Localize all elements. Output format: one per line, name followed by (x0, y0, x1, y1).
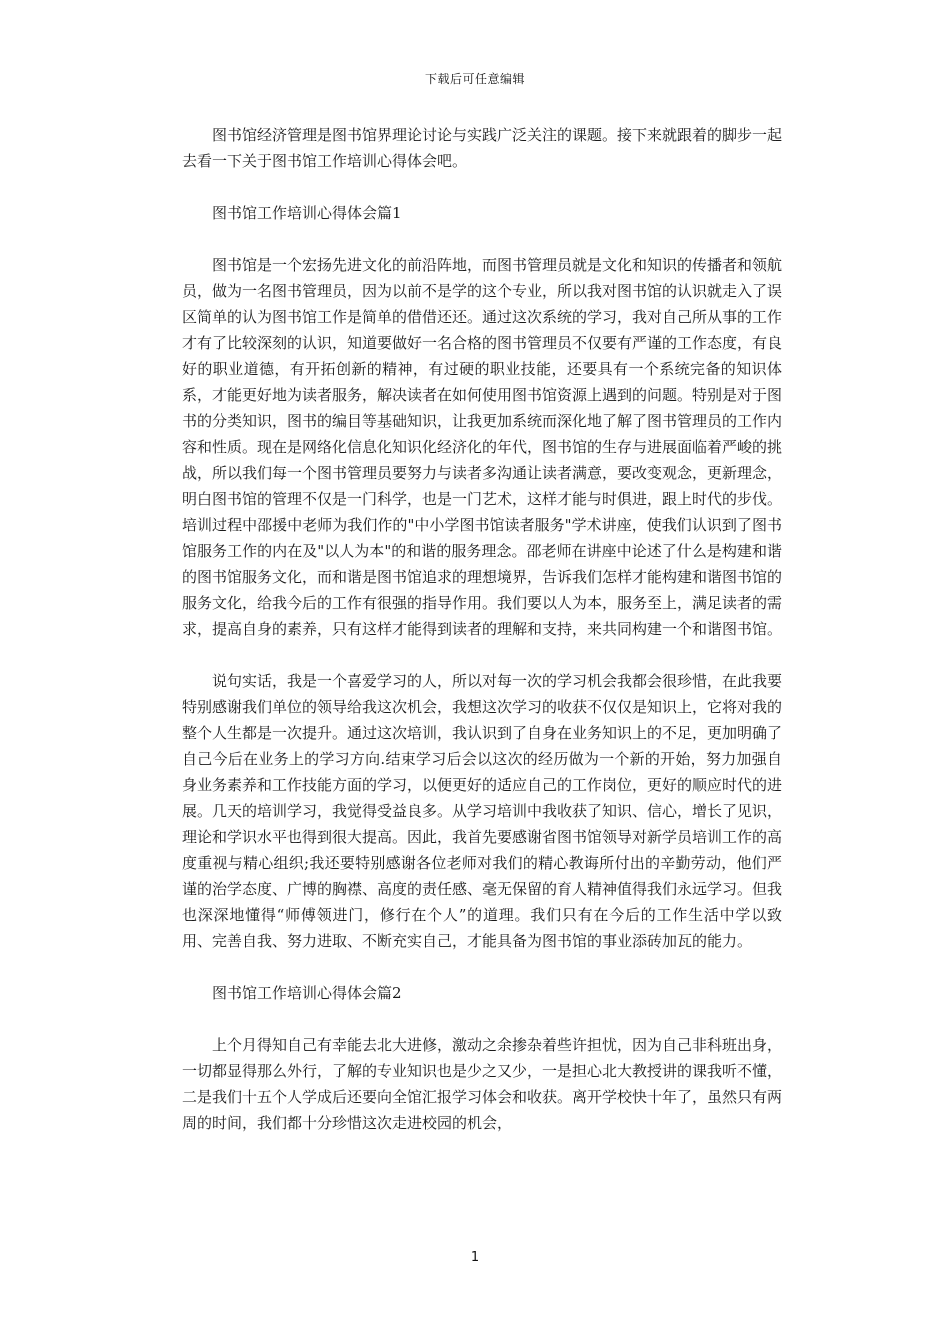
intro-paragraph: 图书馆经济管理是图书馆界理论讨论与实践广泛关注的课题。接下来就跟着的脚步一起去看一下关于图书馆工作培训心得体会吧。 (182, 126, 783, 170)
section-title-2: 图书馆工作培训心得体会篇2 (212, 984, 402, 1002)
spacer (182, 954, 782, 980)
spacer (182, 174, 782, 200)
spacer (182, 642, 782, 668)
spacer (182, 226, 782, 252)
page-number: 1 (470, 1250, 480, 1265)
spacer (182, 1006, 782, 1032)
section-1-paragraph-2: 说句实话，我是一个喜爱学习的人，所以对每一次的学习机会我都会很珍惜，在此我要特别感谢我们单位的领导给我这次机会，我想这次学习的收获不仅仅是知识上，它将对我的整个人生都是一次提升。通过这次培训，我认识到了自身在业务知识上的不足，更加明确了自己今后在业务上的学习方向.结束学习后会以这次的经历做为一个新的开始，努力加强自身业务素养和工作技能方面的学习，以便更好的适应自己的工作岗位，更好的顺应时代的进展。几天的培训学习，我觉得受益良多。从学习培训中我收获了知识、信心，增长了见识，理论和学识水平也得到很大提高。因此，我首先要感谢省图书馆领导对新学员培训工作的高度重视与精心组织;我还要特别感谢各位老师对我们的精心教诲所付出的辛勤劳动，他们严谨的治学态度、广博的胸襟、高度的责任感、毫无保留的育人精神值得我们永远学习。但我也深深地懂得“师傅领进门，修行在个人”的道理。我们只有在今后的工作生活中学以致用、完善自我、努力进取、不断充实自己，才能具备为图书馆的事业添砖加瓦的能力。 (182, 672, 783, 950)
section-1-paragraph-1: 图书馆是一个宏扬先进文化的前沿阵地，而图书管理员就是文化和知识的传播者和领航员，做为一名图书管理员，因为以前不是学的这个专业，所以我对图书馆的认识就走入了误区简单的认为图书馆工作是简单的借借还还。通过这次系统的学习，我对自己所从事的工作才有了比较深刻的认识，知道要做好一名合格的图书管理员不仅要有严谨的工作态度，有良好的职业道德，有开拓创新的精神，有过硬的职业技能，还要具有一个系统完备的知识体系，才能更好地为读者服务，解决读者在如何使用图书馆资源上遇到的问题。特别是对于图书的分类知识，图书的编目等基础知识，让我更加系统而深化地了解了图书管理员的工作内容和性质。现在是网络化信息化知识化经济化的年代，图书馆的生存与进展面临着严峻的挑战，所以我们每一个图书管理员要努力与读者多沟通让读者满意，要改变观念，更新理念，明白图书馆的管理不仅是一门科学，也是一门艺术，这样才能与时俱进，跟上时代的步伐。培训过程中邵援中老师为我们作的"中小学图书馆读者服务"学术讲座，使我们认识到了图书馆服务工作的内在及"以人为本"的和谐的服务理念。邵老师在讲座中论述了什么是构建和谐的图书馆服务文化，而和谐是图书馆追求的理想境界，告诉我们怎样才能构建和谐图书馆的服务文化，给我今后的工作有很强的指导作用。我们要以人为本，服务至上，满足读者的需求，提高自身的素养，只有这样才能得到读者的理解和支持，来共同构建一个和谐图书馆。 (182, 256, 783, 638)
document-body (182, 122, 782, 1136)
section-title-1: 图书馆工作培训心得体会篇1 (212, 204, 402, 222)
section-2-paragraph-1: 上个月得知自己有幸能去北大进修，激动之余掺杂着些许担忧，因为自己非科班出身，一切都显得那么外行，了解的专业知识也是少之又少，一是担心北大教授讲的课我听不懂，二是我们十五个人学成后还要向全馆汇报学习体会和收获。离开学校快十年了，虽然只有两周的时间，我们都十分珍惜这次走进校园的机会， (182, 1036, 783, 1132)
page-header: 下载后可任意编辑 (424, 72, 525, 86)
